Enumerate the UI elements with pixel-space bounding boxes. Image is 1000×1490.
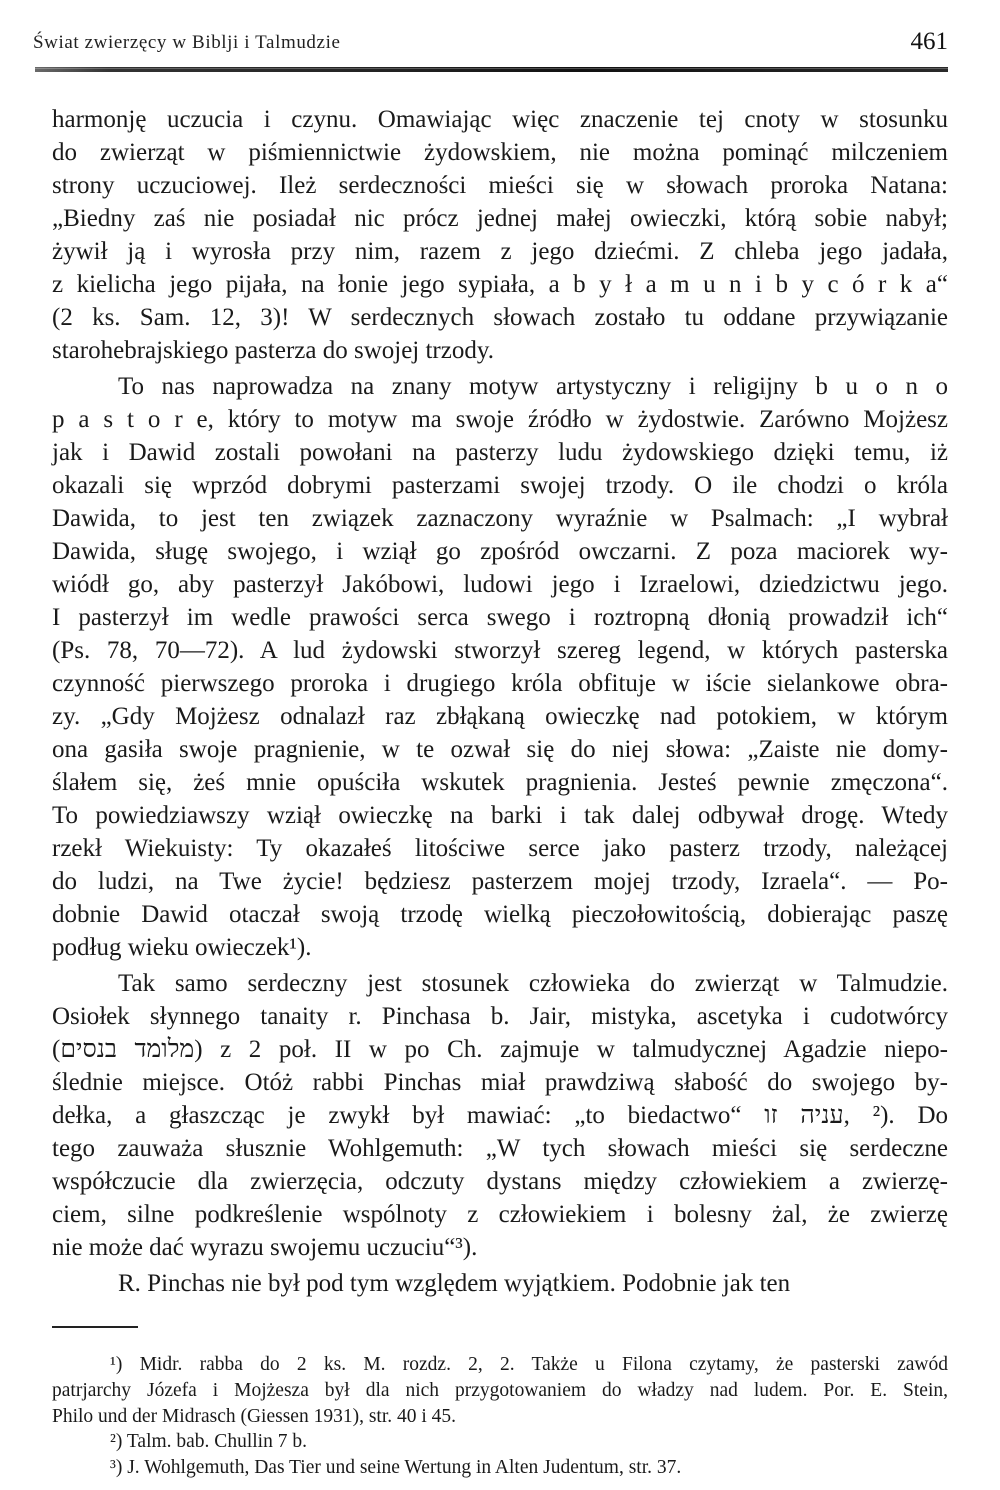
footnote-line: patrjarchy Józefa i Mojżesza był dla nich przygotowaniem do władzy nad ludem. Por. E. Stein, [52,1379,948,1401]
text-line: żywił ją i wyrosła przy nim, razem z jego dziećmi. Z chleba jego jadała, [52,238,948,265]
paragraph [52,967,948,1264]
footnote-line: Philo und der Midrasch (Giessen 1931), str. 40 i 45. [52,1405,457,1427]
text-line: zy. „Gdy Mojżesz odnalazł raz zbłąkaną owieczkę nad potokiem, w którym [52,703,948,730]
footnote-line: ³) J. Wohlgemuth, Das Tier und seine Wertung in Alten Judentum, str. 37. [110,1457,682,1479]
paragraph [52,103,948,367]
text-line: R. Pinchas nie był pod tym względem wyjątkiem. Podobnie jak ten [118,1270,791,1297]
text-line: nie może dać wyrazu swojemu uczuciu“³). [52,1234,478,1261]
text-line: dobnie Dawid otaczał swoją trzodę wielką pieczołowitością, dobierając paszę [52,901,948,928]
body-text [52,103,948,1303]
text-line: dełka, a głaszcząc je zwykł był mawiać: „to biedactwo“ ⁦עניה זו,⁩ ²). Do [52,1102,948,1129]
text-line: współczucie dla zwierzęcia, odczuty dystans między człowiekiem a zwierzę- [52,1168,948,1195]
footnote [52,1429,948,1455]
text-line: ona gasiła swoje pragnienie, w te ozwał się do niej słowa: „Zaiste nie domy- [52,736,948,763]
text-line: do ludzi, na Twe życie! będziesz pasterzem mojej trzody, Izraela“. — Po- [52,868,948,895]
paragraph [52,370,948,964]
running-title: Świat zwierzęcy w Biblji i Talmudzie [33,32,341,53]
page-header [33,30,948,60]
text-line: ślałem się, żeś mnie opuściła wskutek pragnienia. Jesteś pewnie zmęczona“. [52,769,948,796]
text-line: (Ps. 78, 70—72). A lud żydowski stworzył szereg legend, w których pasterska [52,637,948,664]
text-line: rzekł Wiekuisty: Ty okazałeś litościwe serce jako pasterz trzody, należącej [52,835,948,862]
text-line: strony uczuciowej. Ileż serdeczności mieści się w słowach proroka Natana: [52,172,948,199]
text-line: jak i Dawid zostali powołani na pasterzy ludu żydowskiego dzięki temu, iż [52,439,948,466]
text-line: Tak samo serdeczny jest stosunek człowieka do zwierząt w Talmudzie. [118,970,948,997]
text-line: To powiedziawszy wziął owieczkę na barki i tak dalej odbywał drogę. Wtedy [52,802,948,829]
text-line: starohebrajskiego pasterza do swojej trzody. [52,337,494,364]
text-line: p a s t o r e, który to motyw ma swoje źródło w żydostwie. Zarówno Mojżesz [52,406,948,433]
text-line: To nas naprowadza na znany motyw artystyczny i religijny b u o n o [118,373,948,400]
text-line: „Biedny zaś nie posiadał nic prócz jednej małej owieczki, którą sobie nabył; [52,205,948,232]
text-line: tego zauważa słusznie Wohlgemuth: „W tych słowach mieści się serdeczne [52,1135,948,1162]
paragraph [52,1267,948,1300]
text-line: czynność pierwszego proroka i drugiego króla obfituje w iście sielankowe obra- [52,670,948,697]
text-line: do zwierząt w piśmiennictwie żydowskiem, nie można pominąć milczeniem [52,139,948,166]
footnote-line: ²) Talm. bab. Chullin 7 b. [110,1431,307,1453]
text-line: ślednie miejsce. Otóż rabbi Pinchas miał prawdziwą słabość do swojego by- [52,1069,948,1096]
text-line: Dawida, to jest ten związek zaznaczony wyraźnie w Psalmach: „I wybrał [52,505,948,532]
footnote-separator [52,1326,138,1328]
text-line: podług wieku owieczek¹). [52,934,312,961]
header-rule [35,67,948,72]
text-line: harmonję uczucia i czynu. Omawiając więc znaczenie tej cnoty w stosunku [52,106,948,133]
text-line: (מלומד בנסים) z 2 poł. II w po Ch. zajmuje w talmudycznej Agadzie niepo- [52,1036,948,1063]
text-line: okazali się wprzód dobrymi pasterzami swojej trzody. O ile chodzi o króla [52,472,948,499]
text-line: (2 ks. Sam. 12, 3)! W serdecznych słowach zostało tu oddane przywiązanie [52,304,948,331]
footnote [52,1455,948,1481]
text-line: wiódł go, aby pasterzył Jakóbowi, ludowi jego i Izraelowi, dziedzictwu jego. [52,571,948,598]
page-number: 461 [910,28,948,55]
text-line: Dawida, sługę swojego, i wziął go zpośród owczarni. Z poza maciorek wy- [52,538,948,565]
text-line: z kielicha jego pijała, na łonie jego sypiała, a b y ł a m u n i b y c ó r k a“ [52,271,948,298]
footnote-line: ¹) Midr. rabba do 2 ks. M. rozdz. 2, 2. Także u Filona czytamy, że pasterski zawód [110,1354,948,1375]
text-line: Osiołek słynnego tanaity r. Pinchasa b. Jair, mistyka, ascetyka i cudotwórcy [52,1003,948,1030]
text-line: I pasterzył im wedle prawości serca swego i roztropną dłonią prowadził ich“ [52,604,948,631]
footnote [52,1352,948,1429]
footnotes [52,1352,948,1481]
text-line: ciem, silne podkreślenie wspólnoty z człowiekiem i bolesny żal, że zwierzę [52,1201,948,1228]
